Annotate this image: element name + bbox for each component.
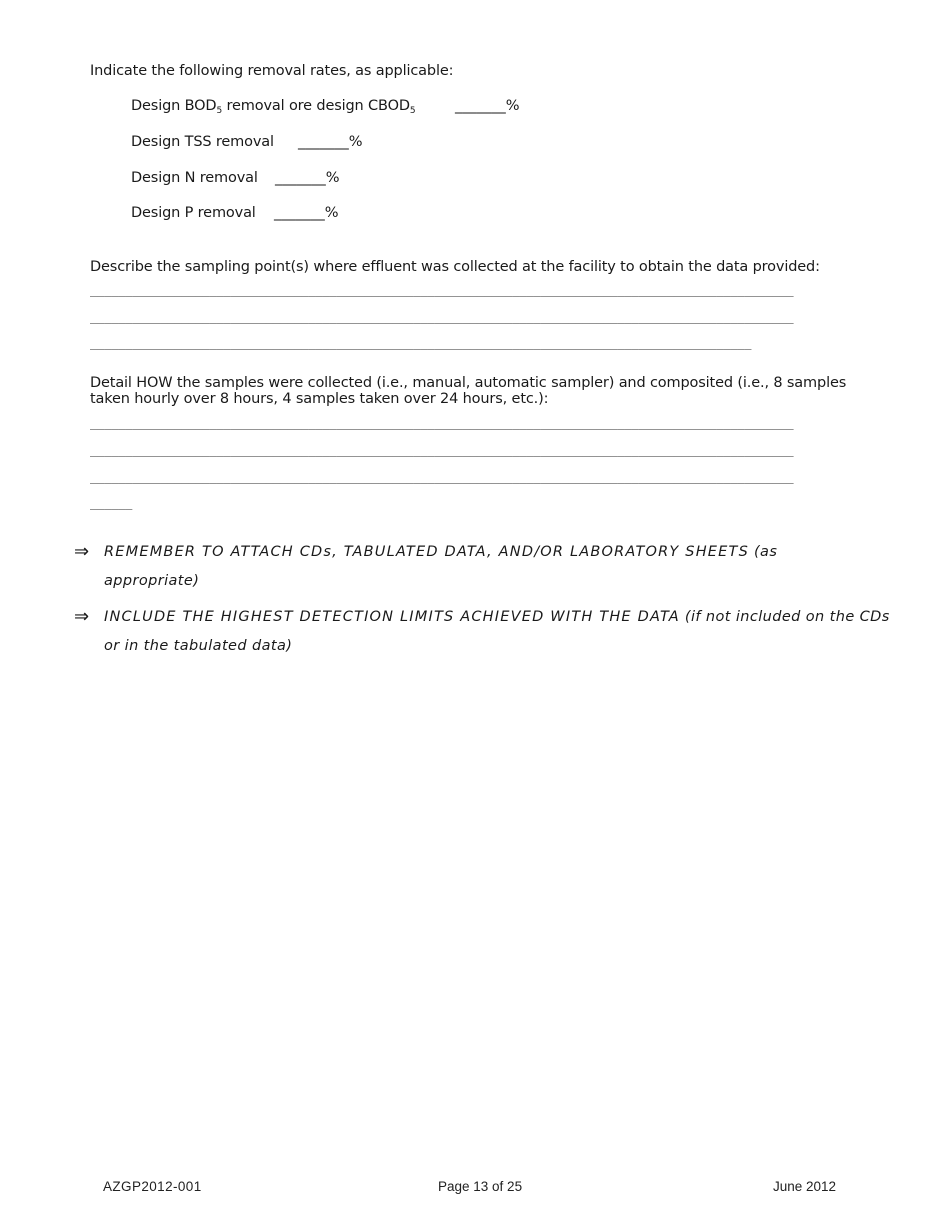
reminder-detection-limits: INCLUDE THE HIGHEST DETECTION LIMITS ACHIEVED WITH THE DATA (if not included on the CDs or in the tabulated data) <box>104 609 890 654</box>
n-removal-field[interactable]: _______% <box>275 170 340 186</box>
tss-removal-label: Design TSS removal <box>131 134 274 150</box>
collection-question: Detail HOW the samples were collected (i.e., manual, automatic sampler) and composited (i.e., 8 samples taken hourly over 8 hours, 4 samples taken over 24 hours, etc.): <box>90 375 847 407</box>
sampling-answer-line[interactable]: ______________________________________________________________________________________________ <box>90 336 752 350</box>
collection-answer-line[interactable]: ____________________________________________________________________________________________________ <box>90 416 794 430</box>
removal-intro: Indicate the following removal rates, as applicable: <box>90 63 454 79</box>
reminder-attach: REMEMBER TO ATTACH CDs, TABULATED DATA, AND/OR LABORATORY SHEETS (as appropriate) <box>104 544 778 589</box>
p-removal-field[interactable]: _______% <box>274 205 339 221</box>
collection-answer-line[interactable]: ______ <box>90 496 133 510</box>
n-removal-label: Design N removal <box>131 170 258 186</box>
p-removal-label: Design P removal <box>131 205 256 221</box>
tss-removal-field[interactable]: _______% <box>298 134 363 150</box>
sampling-answer-line[interactable]: ____________________________________________________________________________________________________ <box>90 283 794 297</box>
collection-answer-line[interactable]: ____________________________________________________________________________________________________ <box>90 443 794 457</box>
sampling-answer-line[interactable]: ____________________________________________________________________________________________________ <box>90 310 794 324</box>
sampling-question: Describe the sampling point(s) where effluent was collected at the facility to obtain the data provided: <box>90 259 820 275</box>
footer-date: June 2012 <box>773 1179 837 1194</box>
arrow-icon: ⇒ <box>74 541 90 562</box>
arrow-icon: ⇒ <box>74 606 90 627</box>
collection-answer-line[interactable]: ____________________________________________________________________________________________________ <box>90 470 794 484</box>
footer-page-number: Page 13 of 25 <box>438 1179 523 1194</box>
footer-doc-id: AZGP2012-001 <box>103 1179 202 1194</box>
bod-removal-field[interactable]: _______% <box>455 98 520 114</box>
bod-removal-label: Design $BOD_5$ removal ore design $CBOD_5$ <box>131 98 416 116</box>
